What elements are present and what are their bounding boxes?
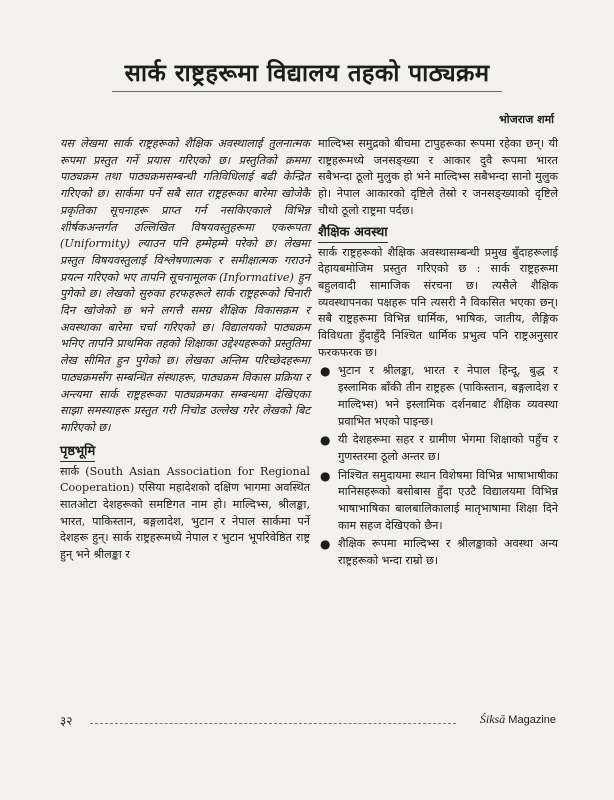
list-item <box>318 536 558 569</box>
bullet-text: निश्चित समुदायमा स्थान विशेषमा विभिन्न भाषाभाषीका मानिसहरूको बसोबास हुँदा एउटै विद्यालयमा विभिन्न भाषाभाषिका बालबालिकालाई मातृभाषामा शिक्षा दिने काम सहज देखिएको छैन। <box>338 468 558 532</box>
page-number: ३२ <box>60 714 73 728</box>
bullet-text: शैक्षिक रूपमा माल्दिभ्स र श्रीलङ्काको अवस्था अन्य राष्ट्रहरूको भन्दा राम्रो छ। <box>338 537 558 568</box>
left-column <box>60 136 310 564</box>
magazine-word: Magazine <box>508 714 556 726</box>
bullet-dot-icon: ● <box>320 537 331 552</box>
bullet-dot-icon: ● <box>320 433 331 448</box>
list-item <box>318 363 558 430</box>
right-column <box>318 136 558 572</box>
background-heading-text: पृष्ठभूमि <box>60 443 95 462</box>
footer-rule <box>90 723 456 724</box>
continuation-paragraph: माल्दिभ्स समुद्रको बीचमा टापुहरूका रूपमा रहेका छन्। यी राष्ट्रहरूमध्ये जनसङ्ख्या र आकार दुवै रूपमा भारत सबैभन्दा ठूलो मुलुक हो भने माल्दिभ्स सबैभन्दा सानो मुलुक हो। नेपाल आकारको दृष्टिले तेस्रो र जनसङ्ख्याको दृष्टिले चौथो ठूलो राष्ट्रमा पर्दछ। <box>318 137 558 217</box>
background-heading <box>60 443 310 462</box>
list-item <box>318 432 558 465</box>
bullet-list <box>318 363 558 569</box>
background-paragraph: सार्क (South Asian Association for Regional Cooperation) एसिया महादेशको दक्षिण भागमा अवस्थित सातओटा देशहरूको समष्टिगत नाम हो। माल्दिभ्स, श्रीलङ्का, भारत, पाकिस्तान, बङ्गलादेश, भुटान र नेपाल सार्कमा पर्ने देशहरू हुन्। सार्क राष्ट्रहरूमध्ये नेपाल र भुटान भूपरिवेष्ठित राष्ट्र हुन् भने श्रीलङ्का र <box>60 464 310 562</box>
magazine-italic-title: Śiksā <box>479 712 506 726</box>
education-status-heading-text: शैक्षिक अवस्था <box>318 224 388 243</box>
abstract-paragraph: यस लेखमा सार्क राष्ट्रहरूको शैक्षिक अवस्थालाई तुलनात्मक रूपमा प्रस्तुत गर्ने प्रयास गरिएको छ। प्रस्तुतिको क्रममा पाठ्यक्रम तथा पाठ्यक्रमसम्बन्धी गतिविधिलाई बढी केन्द्रित गरिएको छ। सार्कमा पर्ने सबै सात राष्ट्रहरूका बारेमा खोजेकै प्रकृतिका सूचनाहरू प्राप्त गर्न नसकिएकाले विभिन्न शीर्षकअन्तर्गत उल्लिखित विषयवस्तुहरूमा एकरूपता (Uniformity) ल्याउन पनि हम्मेहम्मे परेको छ। लेखमा प्रस्तुत विषयवस्तुलाई विश्लेषणात्मक र समीक्षात्मक गराउने प्रयत्न गरिएको भए तापनि सूचनामूलक (Informative) हुन पुगेको छ। लेखको सुरुका हरफहरूले सार्क राष्ट्रहरूको चिनारी दिन खोजेको छ भने लगत्तै समग्र शैक्षिक विकासक्रम र अवस्थाका बारेमा चर्चा गरिएको छ। विद्यालयको पाठ्यक्रम भनिए तापनि प्राथमिक तहको शिक्षाका उद्देश्यहरूको प्रस्तुतिमा लेख सीमित हुन पुगेको छ। लेखका अन्तिम परिच्छेदहरूमा पाठ्यक्रमसँग सम्बन्धित संस्थाहरू, पाठ्यक्रम विकास प्रक्रिया र अन्त्यमा सार्क राष्ट्रहरूका पाठ्यक्रमका सम्बन्धमा देखिएका साझा समस्याहरू प्रस्तुत गरी निचोड उल्लेख गरेर लेखको बिट मारिएको छ। <box>60 137 310 434</box>
list-item <box>318 468 558 535</box>
article-title: सार्क राष्ट्रहरूमा विद्यालय तहको पाठ्यक्रम <box>124 58 490 87</box>
bullet-dot-icon: ● <box>320 468 331 483</box>
education-status-heading <box>318 224 558 243</box>
title-underline <box>112 91 502 92</box>
author-name: भोजराज शर्मा <box>499 113 554 126</box>
education-status-paragraph: सार्क राष्ट्रहरूको शैक्षिक अवस्थासम्बन्धी प्रमुख बुँदाहरूलाई देहायबमोजिम प्रस्तुत गरिएको छ : सार्क राष्ट्रहरूमा बहुलवादी सामाजिक संरचना छ। त्यसैले शैक्षिक व्यवस्थापनका पक्षहरू पनि त्यसरी नै विकसित भएका छन्। सबै राष्ट्रहरूमा विभिन्न धार्मिक, भाषिक, जातीय, लैङ्गिक विविधता हुँदाहुँदै निश्चित धार्मिक प्रभुत्व पनि राष्ट्रअनुसार फरकफरक छ। <box>318 245 558 359</box>
magazine-name <box>480 712 556 727</box>
bullet-dot-icon: ● <box>320 364 331 379</box>
bullet-text: भुटान र श्रीलङ्का, भारत र नेपाल हिन्दू, बुद्ध र इस्लामिक बाँकी तीन राष्ट्रहरू (पाकिस्तान, बङ्गलादेश र माल्दिभ्स) भने इस्लामिक दर्शनबाट शैक्षिक व्यवस्था प्रवाभित भएको पाइन्छ। <box>338 364 558 428</box>
bullet-text: यी देशहरूमा सहर र ग्रामीण भेगमा शिक्षाको पहुँच र गुणस्तरमा ठूलो अन्तर छ। <box>338 433 558 463</box>
